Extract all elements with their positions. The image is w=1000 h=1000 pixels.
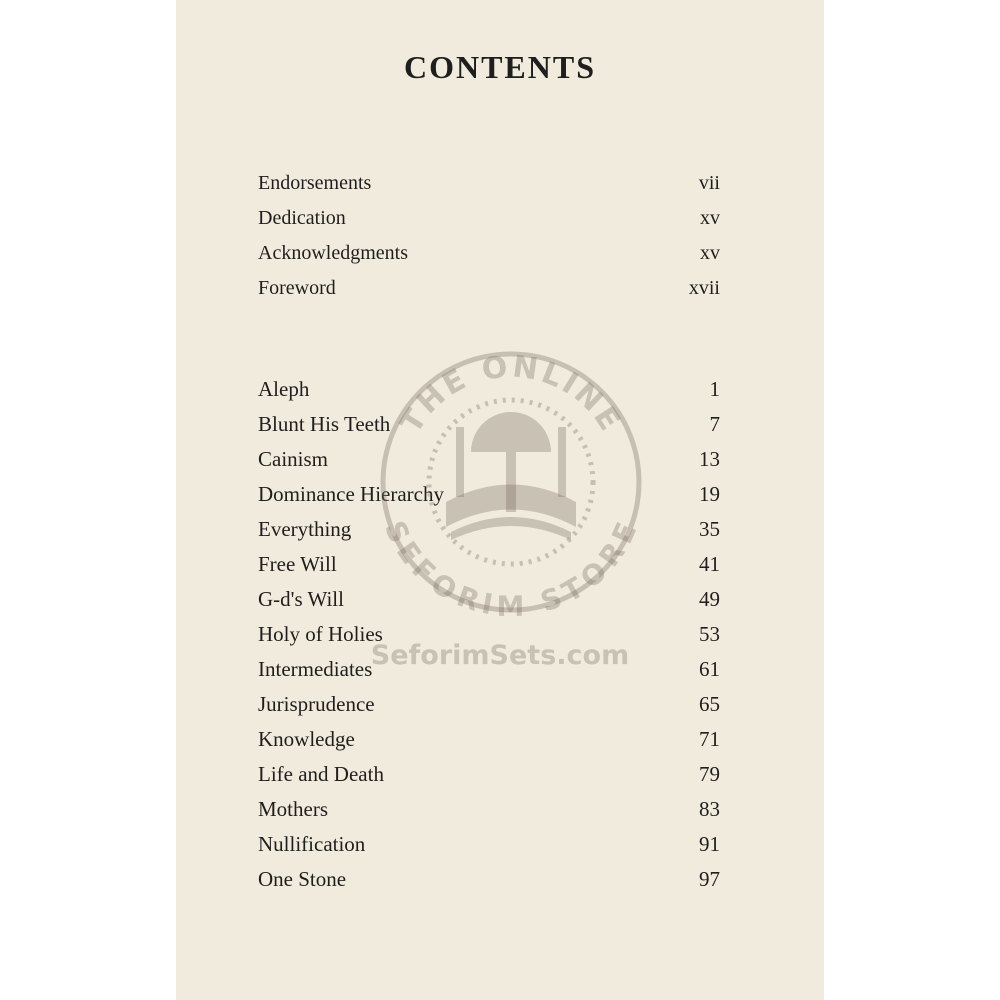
toc-entry [258,447,720,482]
toc-entry [258,482,720,517]
watermark-url: SeforimSets.com [370,640,630,671]
toc-entry-label: Aleph [258,377,310,401]
toc-entry [258,622,720,657]
toc-entry-label: Acknowledgments [258,242,408,264]
toc-entry-page: 91 [699,832,720,856]
toc-entry-page: 1 [709,377,720,401]
book-page [176,0,824,1000]
toc-entry-page: 41 [699,552,720,576]
toc-entry-label: Foreword [258,277,336,299]
toc-entry-label: Blunt His Teeth [258,412,391,436]
toc-entry-label: Life and Death [258,762,384,786]
toc-entry-label: One Stone [258,867,347,891]
toc-entry-label: Holy of Holies [258,622,383,646]
toc-entry-page: 49 [699,587,720,611]
toc-entry [258,242,720,277]
toc-entry [258,517,720,552]
toc-entry-label: G-d's Will [258,587,344,611]
toc-entry-page: xv [700,242,720,264]
toc-entry-label: Free Will [258,552,337,576]
toc-entry-page: 83 [699,797,720,821]
toc-entry-label: Everything [258,517,352,541]
toc-entry-page: 53 [699,622,720,646]
toc-entry [258,762,720,797]
toc-entry [258,587,720,622]
toc-entry-page: xvii [688,277,720,299]
front-matter-list [258,172,720,312]
toc-entry-label: Knowledge [258,727,355,751]
toc-entry [258,657,720,692]
toc-entry-page: 97 [699,867,720,891]
toc-entry [258,207,720,242]
toc-entry-page: 19 [699,482,720,506]
toc-entry [258,727,720,762]
page-title: CONTENTS [403,49,597,86]
toc-entry-page: 65 [699,692,720,716]
toc-entry [258,692,720,727]
toc-entry [258,832,720,867]
toc-entry-page: 7 [709,412,720,436]
toc-entry-page: xv [700,207,720,229]
toc-entry-label: Nullification [258,832,366,856]
toc-entry-page: 13 [699,447,720,471]
toc-entry [258,412,720,447]
toc-entry [258,377,720,412]
toc-entry-label: Jurisprudence [258,692,375,716]
toc-entry-label: Mothers [258,797,328,821]
toc-entry [258,867,720,902]
watermark-top-text: THE ONLINE [393,349,629,440]
toc-entry-page: 35 [699,517,720,541]
toc-entry-page: vii [698,172,720,194]
toc-entry-label: Dedication [258,207,346,229]
toc-entry-label: Endorsements [258,172,372,194]
toc-entry-page: 71 [699,727,720,751]
toc-entry-page: 79 [699,762,720,786]
toc-entry-label: Cainism [258,447,329,471]
watermark-bottom-text: SEFORIM STORE [377,515,645,623]
toc-entry-label: Dominance Hierarchy [258,482,444,506]
toc-entry-label: Intermediates [258,657,373,681]
toc-entry-page: 61 [699,657,720,681]
chapter-list [258,377,720,902]
toc-entry [258,797,720,832]
toc-entry [258,172,720,207]
toc-entry [258,277,720,312]
toc-entry [258,552,720,587]
